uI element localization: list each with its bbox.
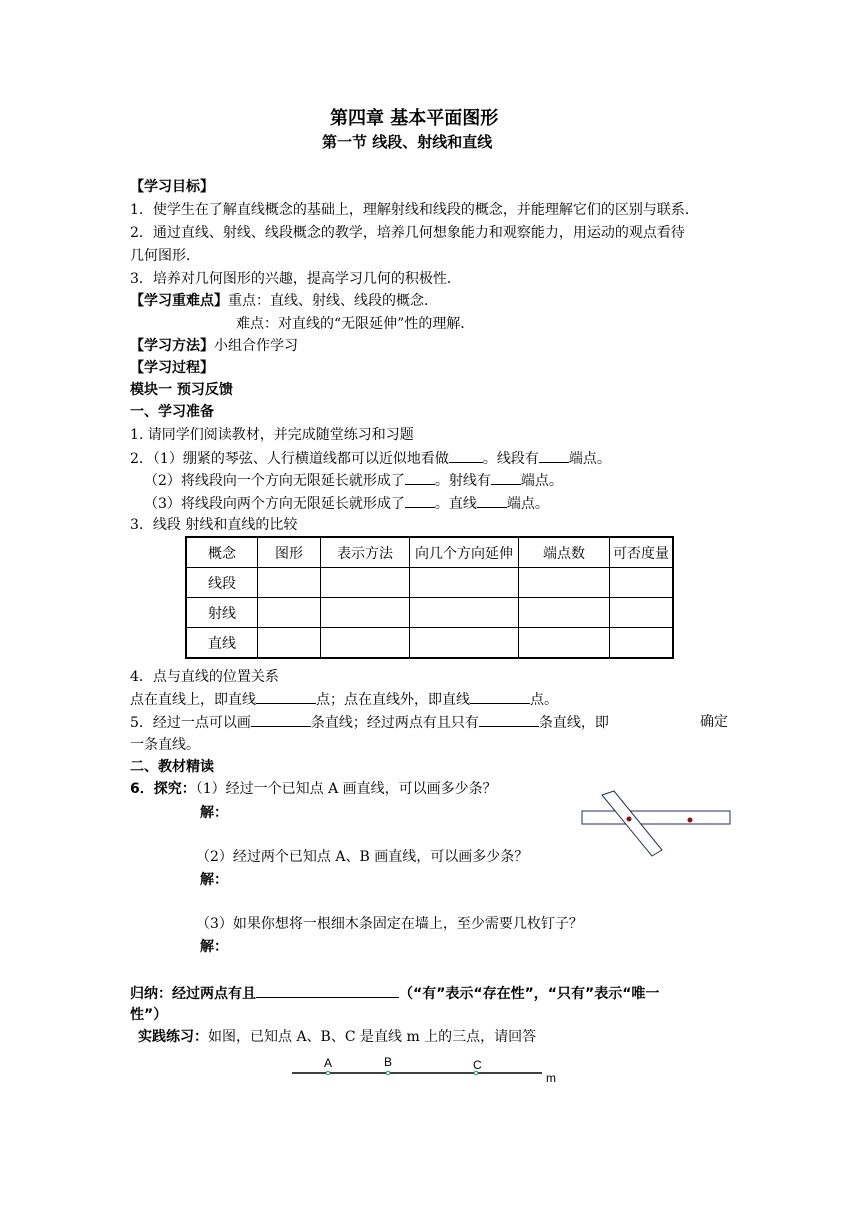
q5-text-e: 一条直线。 — [130, 737, 200, 753]
table-header: 图形 — [258, 537, 321, 568]
line-m-figure — [290, 1052, 560, 1086]
q5-text-c: 条直线，即 — [538, 715, 609, 731]
table-cell[interactable] — [321, 628, 410, 659]
table-header-row — [186, 537, 673, 568]
answer-blank[interactable] — [470, 689, 530, 704]
prep-q2-1-text-b: 。线段有 — [482, 451, 539, 467]
table-cell[interactable] — [321, 598, 410, 628]
answer-blank[interactable] — [251, 712, 311, 727]
nail-dot — [627, 817, 632, 822]
table-cell[interactable] — [519, 598, 610, 628]
practice-line — [138, 1027, 536, 1047]
q5-text-a: 5．经过一点可以画 — [130, 715, 251, 731]
prep-q2-1 — [130, 448, 611, 469]
table-header: 向几个方向延伸 — [410, 537, 519, 568]
solve-label: 解： — [200, 939, 228, 955]
answer-blank[interactable] — [256, 689, 316, 704]
prep-q2-3-text-a: （3）将线段向两个方向无限延长就形成了 — [144, 496, 405, 512]
row-label: 线段 — [186, 568, 258, 598]
table-header: 可否度量 — [610, 537, 674, 568]
goal-item-2-cont: 几何图形． — [130, 248, 200, 264]
key-point-text: 重点：直线、射线、线段的概念． — [228, 293, 438, 309]
goals-heading: 【学习目标】 — [130, 179, 214, 195]
goal-item-1: 1．使学生在了解直线概念的基础上，理解射线和线段的概念，并能理解它们的区别与联系． — [130, 202, 699, 218]
table-row — [186, 598, 673, 628]
practice-text: 如图，已知点 A、B、C 是直线 m 上的三点，请回答 — [208, 1029, 537, 1045]
table-cell[interactable] — [410, 598, 519, 628]
prep-q2-2 — [144, 470, 563, 491]
answer-blank[interactable] — [539, 448, 569, 463]
table-cell[interactable] — [410, 628, 519, 659]
key-points-heading: 【学习重难点】 — [130, 293, 228, 309]
summary-text-c: 性”） — [130, 1007, 168, 1023]
q4-heading: 4．点与直线的位置关系 — [130, 669, 279, 685]
comparison-table — [185, 536, 674, 659]
table-cell[interactable] — [321, 568, 410, 598]
horizontal-stick — [582, 811, 730, 824]
point-label-b: B — [384, 1055, 393, 1069]
answer-blank[interactable] — [449, 448, 483, 463]
point-a — [326, 1071, 330, 1075]
goal-item-3: 3．培养对几何图形的兴趣，提高学习几何的积极性． — [130, 271, 461, 287]
prep-q2-3 — [144, 493, 549, 514]
point-b — [386, 1071, 390, 1075]
answer-blank[interactable] — [405, 493, 435, 508]
nail-dot — [688, 818, 693, 823]
practice-label: 实践练习： — [138, 1029, 208, 1045]
table-cell[interactable] — [519, 568, 610, 598]
key-points-line — [130, 291, 438, 311]
answer-blank[interactable] — [405, 470, 435, 485]
prep-heading: 一、学习准备 — [130, 404, 214, 420]
summary-text-b: （“有”表示“存在性”，“只有”表示“唯一 — [399, 986, 660, 1002]
table-cell[interactable] — [258, 628, 321, 659]
table-cell[interactable] — [519, 628, 610, 659]
q4-line — [130, 689, 558, 710]
q5-text-b: 条直线；经过两点有且只有 — [310, 715, 479, 731]
q4-text-c: 点。 — [530, 692, 558, 708]
solve-label: 解： — [200, 872, 228, 888]
q4-text-b: 点；点在直线外，即直线 — [316, 692, 470, 708]
table-cell[interactable] — [410, 568, 519, 598]
row-label: 射线 — [186, 598, 258, 628]
reading-heading: 二、教材精读 — [130, 759, 214, 775]
prep-q3: 3．线段 射线和直线的比较 — [130, 517, 298, 533]
answer-blank[interactable] — [479, 712, 539, 727]
row-label: 直线 — [186, 628, 258, 659]
answer-blank[interactable] — [477, 493, 507, 508]
process-heading: 【学习过程】 — [130, 360, 214, 376]
section-title: 第一节 线段、射线和直线 — [322, 133, 493, 151]
table-cell[interactable] — [258, 568, 321, 598]
q4-text-a: 点在直线上，即直线 — [130, 692, 256, 708]
page-title: 第四章 基本平面图形 — [330, 108, 499, 129]
table-cell[interactable] — [610, 628, 674, 659]
point-label-a: A — [324, 1056, 333, 1070]
prep-q2-2-text-c: 端点。 — [520, 473, 563, 489]
difficult-point-text: 难点：对直线的“无限延伸”性的理解． — [236, 316, 475, 332]
prep-q2-2-text-a: （2）将线段向一个方向无限延长就形成了 — [144, 473, 405, 489]
table-header: 概念 — [186, 537, 258, 568]
table-header: 端点数 — [519, 537, 610, 568]
line-label-m: m — [546, 1071, 556, 1085]
method-text: 小组合作学习 — [214, 338, 298, 354]
table-row — [186, 568, 673, 598]
goal-item-2: 2．通过直线、射线、线段概念的教学，培养几何想象能力和观察能力，用运动的观点看待 — [130, 225, 685, 241]
point-label-c: C — [473, 1058, 482, 1072]
solve-label: 解： — [200, 805, 228, 821]
prep-q2-1-text-a: 2．（1）绷紧的琴弦、人行横道线都可以近似地看做 — [130, 451, 449, 467]
summary-line — [130, 983, 659, 1004]
nail-stick-illustration — [580, 790, 732, 856]
method-heading: 【学习方法】 — [130, 338, 214, 354]
answer-blank[interactable] — [256, 983, 399, 998]
table-cell[interactable] — [258, 598, 321, 628]
q6-label: 6．探究： — [130, 781, 196, 797]
method-line — [130, 336, 298, 356]
q6-2-text: （2）经过两个已知点 A、B 画直线，可以画多少条？ — [196, 849, 529, 865]
prep-q1: 1. 请同学们阅读教材，并完成随堂练习和习题 — [130, 427, 414, 443]
answer-blank[interactable] — [491, 470, 521, 485]
prep-q2-3-text-b: 。直线 — [434, 496, 477, 512]
prep-q2-2-text-b: 。射线有 — [434, 473, 491, 489]
q6-3-text: （3）如果你想将一根细木条固定在墙上，至少需要几枚钉子？ — [196, 916, 583, 932]
q5-line — [130, 712, 609, 733]
q6-1-text: （1）经过一个已知点 A 画直线，可以画多少条？ — [195, 781, 497, 797]
table-cell[interactable] — [610, 568, 674, 598]
q5-text-d: 确定 — [700, 714, 728, 730]
table-cell[interactable] — [610, 598, 674, 628]
q6-1-line — [130, 779, 497, 799]
prep-q2-3-text-c: 端点。 — [506, 496, 549, 512]
summary-text-a: 归纳：经过两点有且 — [130, 986, 256, 1002]
module-heading: 模块一 预习反馈 — [130, 382, 233, 398]
table-row — [186, 628, 673, 659]
table-header: 表示方法 — [321, 537, 410, 568]
prep-q2-1-text-c: 端点。 — [568, 451, 611, 467]
